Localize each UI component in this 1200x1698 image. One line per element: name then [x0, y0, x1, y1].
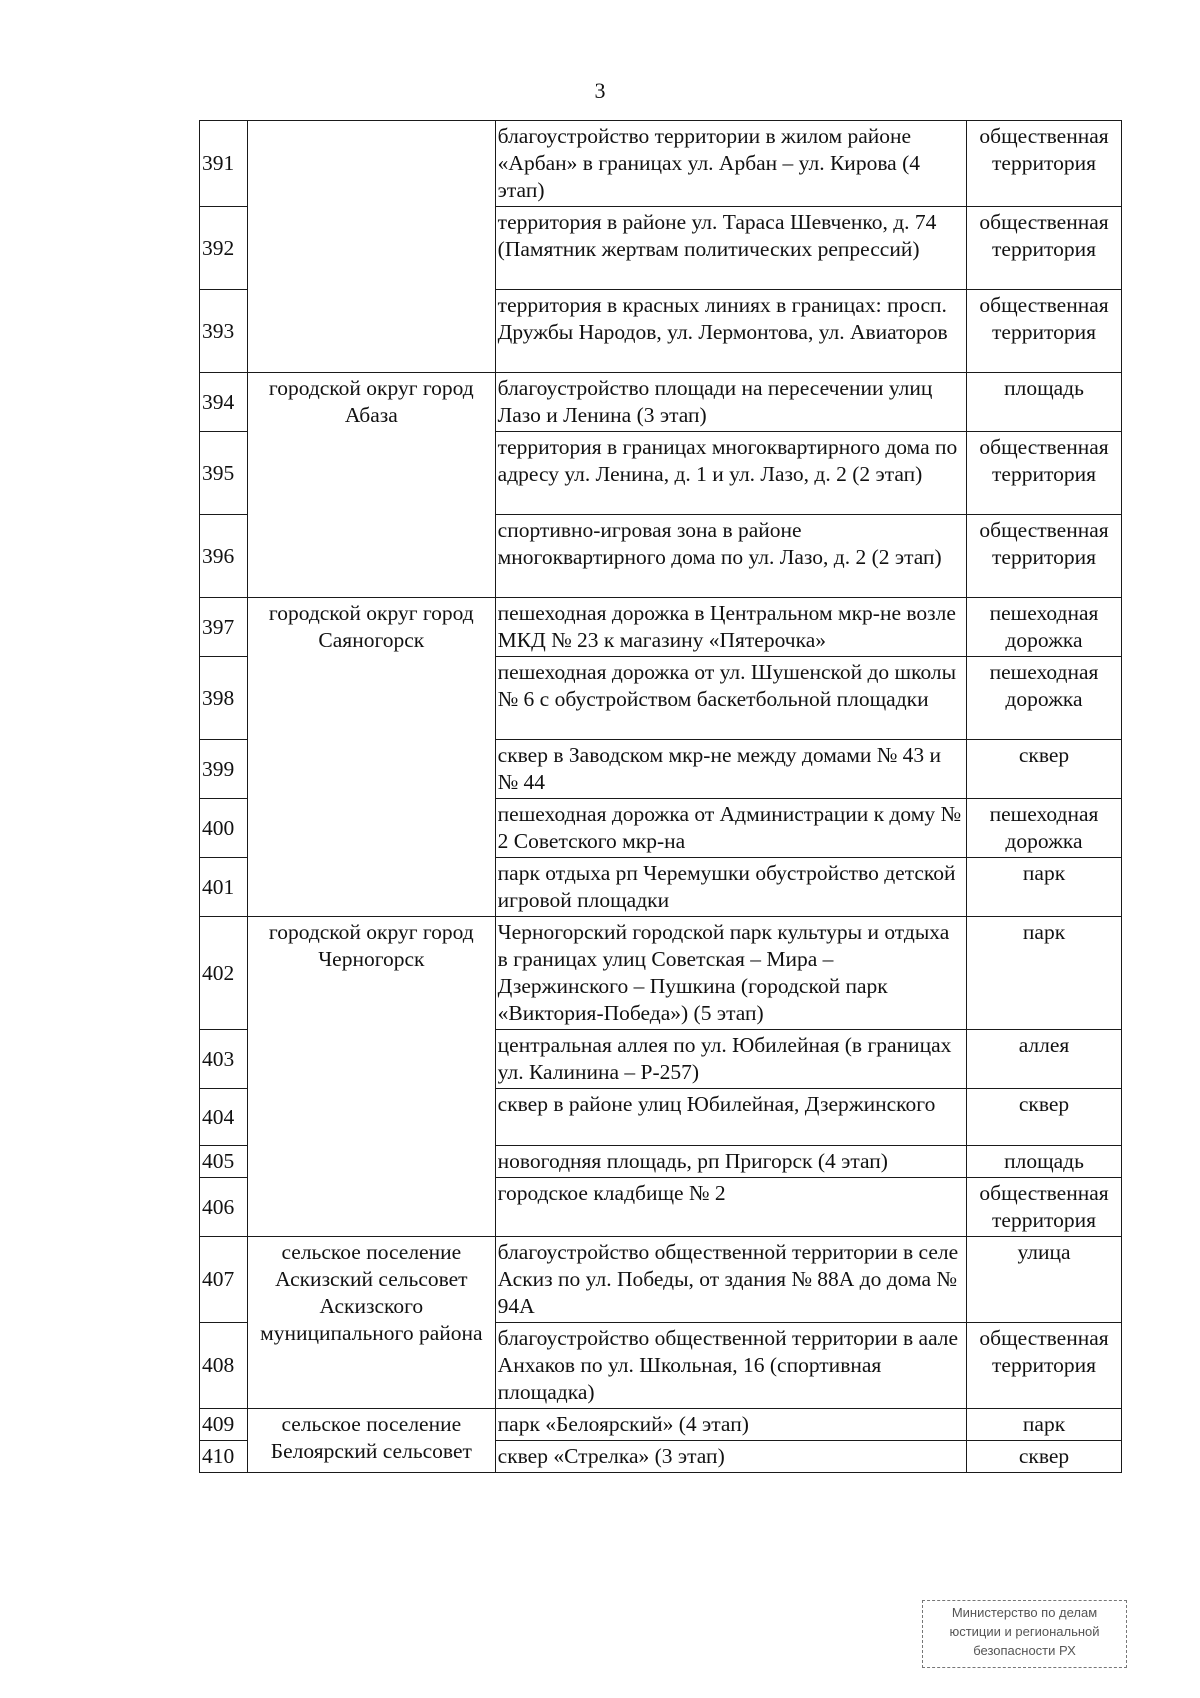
stamp-line: безопасности РХ [973, 1643, 1076, 1658]
municipality-cell: сельское поселение Аскизский сельсовет Аскизского муниципального района [248, 1237, 496, 1409]
row-number: 393 [200, 290, 248, 373]
object-type: общественная территория [967, 1323, 1122, 1409]
stamp-line: Министерство по делам [951, 1605, 1098, 1620]
row-number: 392 [200, 207, 248, 290]
row-number: 402 [200, 917, 248, 1030]
object-description: пешеходная дорожка от ул. Шушенской до школы № 6 с обустройством баскетбольной площадки [495, 657, 966, 740]
objects-table [199, 120, 1122, 1473]
table-row [200, 917, 1122, 1030]
object-description: территория в границах многоквартирного дома по адресу ул. Ленина, д. 1 и ул. Лазо, д. 2 (2 этап) [495, 432, 966, 515]
object-type: сквер [967, 1089, 1122, 1146]
object-type: пешеходная дорожка [967, 598, 1122, 657]
object-description: сквер в районе улиц Юбилейная, Дзержинского [495, 1089, 966, 1146]
object-description: спортивно-игровая зона в районе многоквартирного дома по ул. Лазо, д. 2 (2 этап) [495, 515, 966, 598]
object-type: сквер [967, 740, 1122, 799]
object-type: парк [967, 917, 1122, 1030]
object-type: аллея [967, 1030, 1122, 1089]
object-type: пешеходная дорожка [967, 657, 1122, 740]
row-number: 397 [200, 598, 248, 657]
object-type: общественная территория [967, 515, 1122, 598]
object-type: общественная территория [967, 121, 1122, 207]
municipality-cell [248, 121, 496, 373]
row-number: 404 [200, 1089, 248, 1146]
object-description: сквер в Заводском мкр-не между домами № 43 и № 44 [495, 740, 966, 799]
object-description: пешеходная дорожка в Центральном мкр-не возле МКД № 23 к магазину «Пятерочка» [495, 598, 966, 657]
object-description: благоустройство территории в жилом районе «Арбан» в границах ул. Арбан – ул. Кирова (4 этап) [495, 121, 966, 207]
row-number: 401 [200, 858, 248, 917]
object-description: благоустройство общественной территории в аале Анхаков по ул. Школьная, 16 (спортивная площадка) [495, 1323, 966, 1409]
row-number: 391 [200, 121, 248, 207]
object-type: парк [967, 1409, 1122, 1441]
row-number: 399 [200, 740, 248, 799]
row-number: 406 [200, 1178, 248, 1237]
municipality-cell: городской округ город Абаза [248, 373, 496, 598]
object-type: пешеходная дорожка [967, 799, 1122, 858]
object-description: новогодняя площадь, рп Пригорск (4 этап) [495, 1146, 966, 1178]
object-description: парк отдыха рп Черемушки обустройство детской игровой площадки [495, 858, 966, 917]
municipality-cell: городской округ город Саяногорск [248, 598, 496, 917]
row-number: 395 [200, 432, 248, 515]
row-number: 408 [200, 1323, 248, 1409]
row-number: 409 [200, 1409, 248, 1441]
row-number: 398 [200, 657, 248, 740]
object-type: общественная территория [967, 290, 1122, 373]
ministry-stamp [922, 1600, 1127, 1668]
object-type: общественная территория [967, 1178, 1122, 1237]
row-number: 400 [200, 799, 248, 858]
table-row [200, 121, 1122, 207]
row-number: 394 [200, 373, 248, 432]
page-number: 3 [594, 78, 606, 103]
table-row [200, 598, 1122, 657]
object-type: площадь [967, 1146, 1122, 1178]
table-row [200, 373, 1122, 432]
row-number: 405 [200, 1146, 248, 1178]
table-row [200, 1409, 1122, 1441]
object-description: центральная аллея по ул. Юбилейная (в границах ул. Калинина – Р-257) [495, 1030, 966, 1089]
object-type: улица [967, 1237, 1122, 1323]
row-number: 407 [200, 1237, 248, 1323]
municipality-cell: городской округ город Черногорск [248, 917, 496, 1237]
object-description: пешеходная дорожка от Администрации к дому № 2 Советского мкр-на [495, 799, 966, 858]
object-description: сквер «Стрелка» (3 этап) [495, 1441, 966, 1473]
object-description: Черногорский городской парк культуры и отдыха в границах улиц Советская – Мира – Дзержинского – Пушкина (городской парк «Виктория-Победа») (5 этап) [495, 917, 966, 1030]
table-row [200, 1237, 1122, 1323]
object-description: территория в районе ул. Тараса Шевченко, д. 74 (Памятник жертвам политических репрессий) [495, 207, 966, 290]
row-number: 396 [200, 515, 248, 598]
object-type: общественная территория [967, 207, 1122, 290]
row-number: 403 [200, 1030, 248, 1089]
object-type: площадь [967, 373, 1122, 432]
object-type: парк [967, 858, 1122, 917]
object-description: городское кладбище № 2 [495, 1178, 966, 1237]
row-number: 410 [200, 1441, 248, 1473]
object-type: общественная территория [967, 432, 1122, 515]
object-description: благоустройство общественной территории в селе Аскиз по ул. Победы, от здания № 88А до дома № 94А [495, 1237, 966, 1323]
object-description: благоустройство площади на пересечении улиц Лазо и Ленина (3 этап) [495, 373, 966, 432]
object-description: территория в красных линиях в границах: просп. Дружбы Народов, ул. Лермонтова, ул. Авиаторов [495, 290, 966, 373]
municipality-cell: сельское поселение Белоярский сельсовет [248, 1409, 496, 1473]
object-description: парк «Белоярский» (4 этап) [495, 1409, 966, 1441]
object-type: сквер [967, 1441, 1122, 1473]
stamp-line: юстиции и региональной [949, 1624, 1100, 1639]
